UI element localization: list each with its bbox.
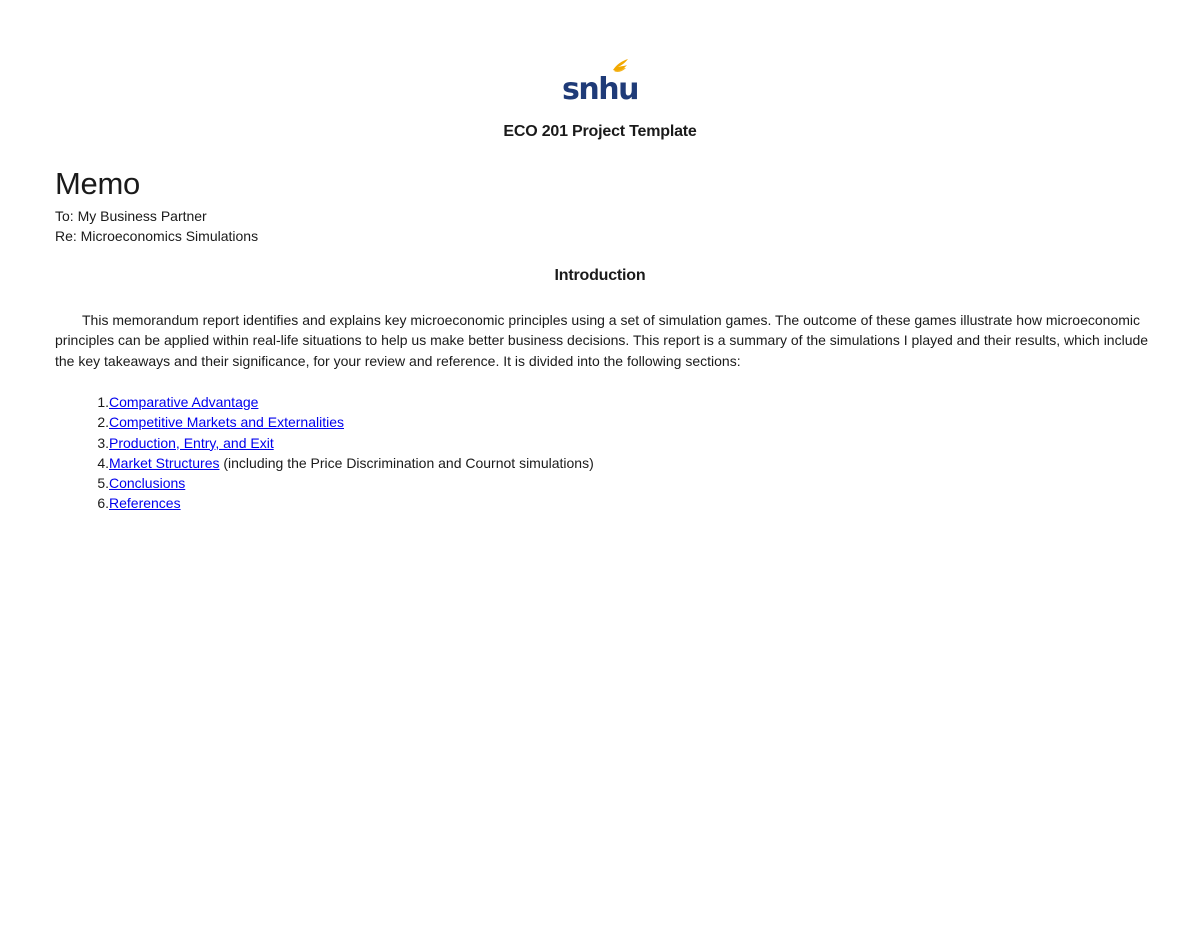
list-item-number: 1. (97, 394, 109, 410)
memo-heading: Memo (55, 166, 140, 201)
link-comparative-advantage[interactable]: Comparative Advantage (109, 394, 259, 410)
document-title: ECO 201 Project Template (503, 123, 697, 140)
link-market-structures[interactable]: Market Structures (109, 454, 220, 471)
section-list (55, 392, 594, 514)
list-item (55, 433, 594, 453)
memo-to-line: To: My Business Partner (55, 208, 207, 224)
list-item-number: 6. (97, 495, 109, 512)
logo-area (0, 56, 1200, 107)
list-item-number: 3. (97, 434, 109, 451)
list-item (55, 412, 594, 432)
link-conclusions[interactable]: Conclusions (109, 475, 186, 492)
introduction-heading: Introduction (554, 267, 646, 284)
snhu-logo (562, 56, 638, 107)
link-references[interactable]: References (109, 495, 181, 512)
list-item (55, 493, 594, 513)
list-item-number: 5. (97, 475, 109, 492)
list-item (55, 453, 594, 473)
link-competitive-markets[interactable]: Competitive Markets and Externalities (109, 414, 344, 431)
intro-paragraph: This memorandum report identifies and explains key microeconomic principles using a set of simulation games. The outcome of these games illustrate how microeconomic principles can be applied within real-life situations to help us make better business decisions. This report is a summary of the simulations I played and their results, which include the key takeaways and their significance, for your review and reference. It is divided into the following sections: (55, 312, 1149, 369)
memo-re-line: Re: Microeconomics Simulations (55, 228, 259, 244)
list-item-number: 4. (97, 454, 109, 471)
list-item (55, 473, 594, 493)
logo-wordmark: snhu (562, 72, 638, 107)
link-production-entry-exit[interactable]: Production, Entry, and Exit (109, 434, 274, 451)
list-item (55, 392, 594, 412)
list-item-number: 2. (97, 414, 109, 431)
list-item-suffix: (including the Price Discrimination and Cournot simulations) (219, 454, 594, 471)
